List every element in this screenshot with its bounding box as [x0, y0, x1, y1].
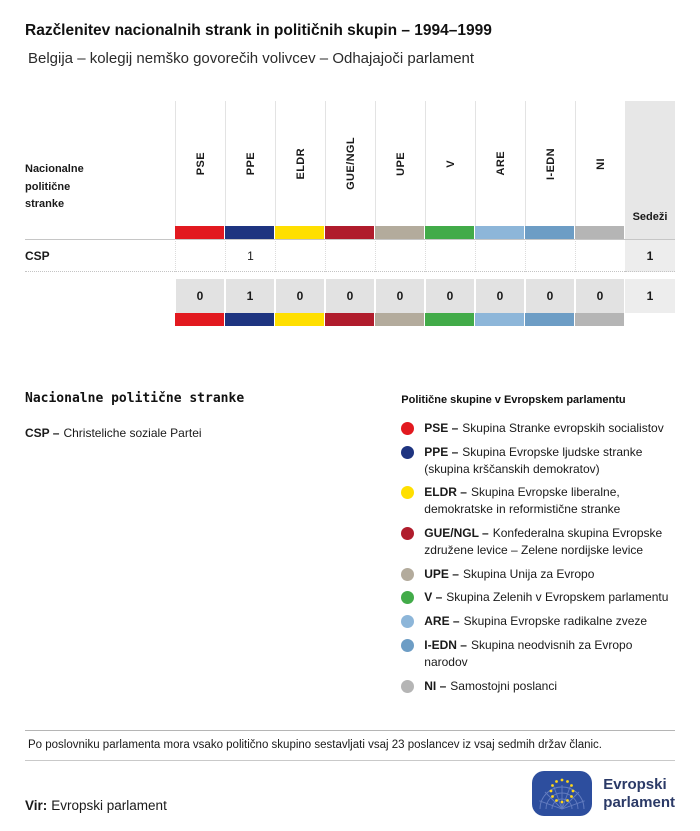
upe-color-dot [401, 568, 414, 581]
column-header-upe [375, 101, 425, 226]
upe-color-bar [375, 226, 424, 239]
column-header-label: UPE [394, 151, 407, 176]
column-header-are [475, 101, 525, 226]
party-name: Christeliche soziale Partei [63, 426, 202, 440]
column-header-pse [175, 101, 225, 226]
total-seats-cell: 1 [625, 279, 675, 313]
total-value: 0 [176, 279, 224, 313]
table-row-header [25, 101, 175, 226]
party-value-cell-upe [375, 239, 425, 272]
group-color-bar-cell [175, 313, 225, 326]
legend-item-text: ELDR – Skupina Evropske liberalne, demokratske in reformistične stranke [424, 485, 621, 517]
legend-item-text: NI – Samostojni poslanci [424, 678, 558, 693]
pse-color-dot [401, 422, 414, 435]
legend-item-upe [401, 566, 675, 583]
total-cell-ni [575, 279, 625, 313]
legend-item-i-edn [401, 637, 675, 671]
column-header-gue-ngl [325, 101, 375, 226]
legend-item-text: V – Skupina Zelenih v Evropskem parlamentu [424, 590, 669, 605]
legend-item-ppe [401, 444, 675, 478]
party-value-cell-pse [175, 239, 225, 272]
column-header-label: PSE [194, 151, 207, 176]
ep-logo-text-line2: parlament [603, 793, 675, 811]
total-cell-pse [175, 279, 225, 313]
party-seats-cell: 1 [625, 239, 675, 272]
group-color-bar-cell [375, 226, 425, 239]
group-color-bar-cell [425, 313, 475, 326]
total-cell-upe [375, 279, 425, 313]
legends [25, 391, 675, 701]
column-header-v [425, 101, 475, 226]
source-value: Evropski parlament [51, 798, 167, 813]
party-value-cell-i-edn [525, 239, 575, 272]
legend-item-ni [401, 678, 675, 695]
total-cell-ppe [225, 279, 275, 313]
group-color-bar-cell [175, 226, 225, 239]
legend-item-text: GUE/NGL – Konfederalna skupina Evropske združene levice – Zelene nordijske levice [424, 525, 663, 557]
column-header-label: I-EDN [544, 147, 557, 180]
column-header-seats [625, 101, 675, 226]
group-color-bar-cell [375, 313, 425, 326]
page-title: Razčlenitev nacionalnih strank in političnih skupin – 1994–1999 [25, 22, 492, 39]
eldr-color-bar [275, 313, 324, 326]
source-line [25, 798, 167, 813]
total-value: 1 [226, 279, 274, 313]
table-gap [25, 272, 675, 279]
party-value-cell-ni [575, 239, 625, 272]
total-cell-eldr [275, 279, 325, 313]
party-value-cell-eldr [275, 239, 325, 272]
legend-item-text: UPE – Skupina Unija za Evropo [424, 566, 595, 581]
legend-political-groups [401, 391, 675, 701]
eldr-color-bar [275, 226, 324, 239]
party-value-cell-are [475, 239, 525, 272]
total-value: 0 [426, 279, 474, 313]
i-edn-color-dot [401, 639, 414, 652]
legend-item-text: ARE – Skupina Evropske radikalne zveze [424, 614, 648, 629]
party-value-cell-ppe: 1 [225, 239, 275, 272]
total-cell-i-edn [525, 279, 575, 313]
group-color-bar-cell [425, 226, 475, 239]
total-cell-v [425, 279, 475, 313]
gue-ngl-color-bar [325, 313, 374, 326]
v-color-dot [401, 591, 414, 604]
legend-item-gue-ngl [401, 525, 675, 559]
spacer-cell [25, 279, 175, 313]
results-table [25, 101, 675, 326]
group-color-bar-cell [475, 226, 525, 239]
column-header-label: ARE [494, 151, 507, 176]
page-subtitle: Belgija – kolegij nemško govorečih volivcev – Odhajajoči parlament [28, 50, 475, 67]
ppe-color-bar [225, 226, 274, 239]
seats-header-label: Sedeži [632, 211, 668, 223]
upe-color-bar [375, 313, 424, 326]
group-color-bar-cell [325, 226, 375, 239]
v-color-bar [425, 313, 474, 326]
ep-logo-text [603, 776, 675, 811]
group-color-bar-cell [275, 226, 325, 239]
eldr-color-dot [401, 486, 414, 499]
legend-item-text: I-EDN – Skupina neodvisnih za Evropo narodov [424, 637, 633, 669]
ppe-color-bar [225, 313, 274, 326]
legend-item-text: PSE – Skupina Stranke evropskih socialistov [424, 421, 664, 435]
spacer-cell [25, 226, 175, 239]
footer-note: Po poslovniku parlamenta mora vsako politično skupino sestavljati vsaj 23 poslancev iz vsaj sedmih držav članic. [25, 730, 675, 761]
group-color-bar-cell [475, 313, 525, 326]
party-value-cell-v [425, 239, 475, 272]
spacer-cell [625, 313, 675, 326]
column-header-ppe [225, 101, 275, 226]
group-color-bar-cell [325, 313, 375, 326]
total-value: 0 [376, 279, 424, 313]
legend-national-item [25, 426, 401, 440]
ni-color-dot [401, 680, 414, 693]
i-edn-color-bar [525, 226, 574, 239]
group-color-bar-cell [575, 226, 625, 239]
ni-color-bar [575, 313, 624, 326]
column-header-i-edn [525, 101, 575, 226]
are-color-dot [401, 615, 414, 628]
column-header-eldr [275, 101, 325, 226]
ep-logo [531, 770, 675, 817]
total-value: 0 [476, 279, 524, 313]
legend-item-text: PPE – Skupina Evropske ljudske stranke (skupina krščanskih demokratov) [424, 444, 643, 476]
legend-national-title: Nacionalne politične stranke [25, 391, 245, 406]
column-header-label: V [444, 159, 457, 168]
group-color-bar-cell [225, 226, 275, 239]
table-row-header-label: Nacionalne politične stranke [25, 163, 84, 211]
group-color-bar-cell [525, 313, 575, 326]
are-color-bar [475, 226, 524, 239]
legend-item-are [401, 613, 675, 630]
total-value: 0 [526, 279, 574, 313]
column-header-ni [575, 101, 625, 226]
legend-national-parties [25, 391, 401, 701]
total-value: 0 [276, 279, 324, 313]
total-cell-are [475, 279, 525, 313]
seats-column-bg [625, 226, 675, 239]
column-header-label: PPE [244, 151, 257, 176]
total-value: 0 [326, 279, 374, 313]
ppe-color-dot [401, 446, 414, 459]
are-color-bar [475, 313, 524, 326]
legend-item-v [401, 589, 675, 606]
spacer-cell [25, 313, 175, 326]
group-color-bar-cell [275, 313, 325, 326]
group-color-bar-cell [525, 226, 575, 239]
group-color-bar-cell [225, 313, 275, 326]
source-label: Vir: [25, 798, 48, 813]
v-color-bar [425, 226, 474, 239]
ni-color-bar [575, 226, 624, 239]
i-edn-color-bar [525, 313, 574, 326]
party-value-cell-gue-ngl [325, 239, 375, 272]
legend-item-pse [401, 420, 675, 437]
total-value: 0 [576, 279, 624, 313]
ep-logo-text-line1: Evropski [603, 776, 667, 794]
pse-color-bar [175, 313, 224, 326]
gue-ngl-color-bar [325, 226, 374, 239]
column-header-label: ELDR [294, 147, 307, 180]
gue-ngl-color-dot [401, 527, 414, 540]
column-header-label: NI [594, 157, 607, 170]
pse-color-bar [175, 226, 224, 239]
total-cell-gue-ngl [325, 279, 375, 313]
party-name-cell: CSP [25, 239, 175, 272]
column-header-label: GUE/NGL [344, 137, 357, 190]
legend-item-eldr [401, 484, 675, 518]
legend-groups-title: Politične skupine v Evropskem parlamentu [401, 394, 626, 406]
party-abbr: CSP – [25, 426, 60, 440]
ep-logo-graphic [531, 770, 593, 817]
group-color-bar-cell [575, 313, 625, 326]
